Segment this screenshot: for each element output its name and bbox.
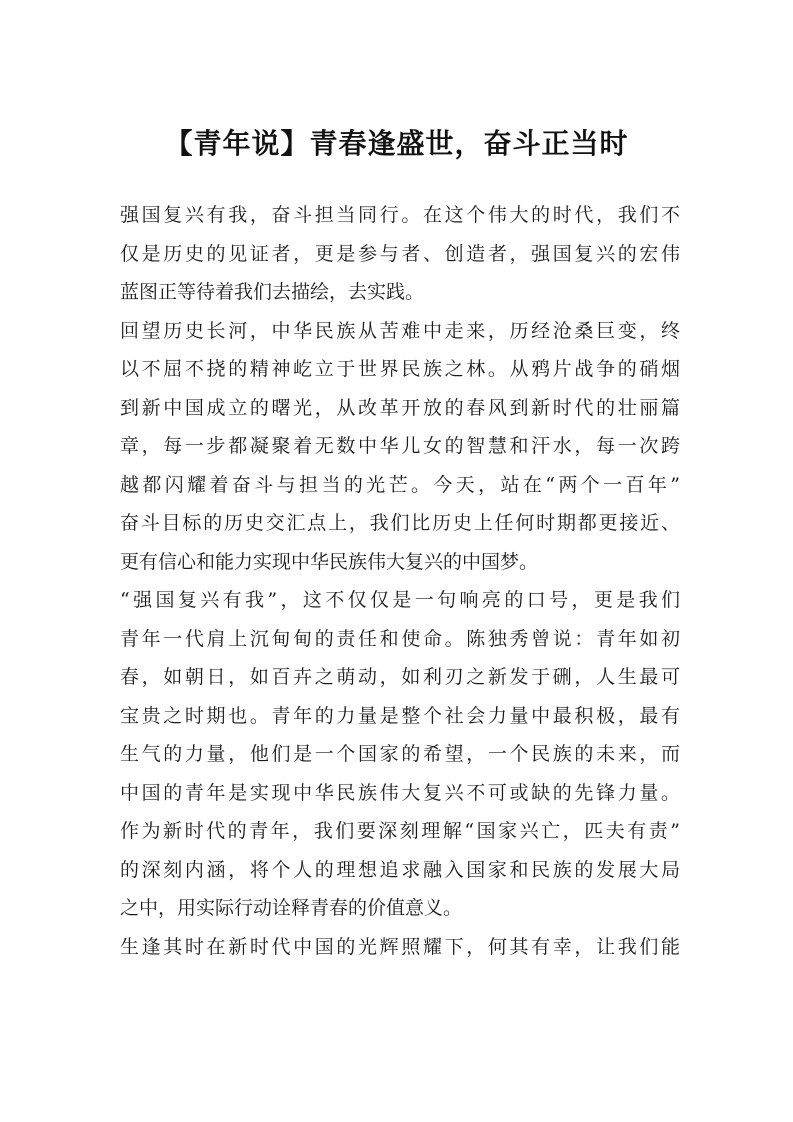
text-line: 以不屈不挠的精神屹立于世界民族之林。从鸦片战争的硝烟 [120, 358, 680, 380]
text-line: 强国复兴有我，奋斗担当同行。在这个伟大的时代，我们不 [120, 204, 680, 226]
text-line: 中国的青年是实现中华民族伟大复兴不可或缺的先锋力量。 [120, 781, 680, 804]
text-line: 青年一代肩上沉甸甸的责任和使命。陈独秀曾说：青年如初 [120, 627, 680, 650]
text-line: 更有信心和能力实现中华民族伟大复兴的中国梦。 [120, 550, 539, 573]
text-line: 仅是历史的见证者，更是参与者、创造者，强国复兴的宏伟 [120, 242, 680, 265]
document-body [120, 196, 680, 966]
text-line: 生逢其时在新时代中国的光辉照耀下，何其有幸，让我们能 [120, 935, 680, 958]
text-line: 越都闪耀着奋斗与担当的光芒。今天，站在“两个一百年” [120, 473, 680, 496]
text-line: 之中，用实际行动诠释青春的价值意义。 [120, 897, 463, 919]
text-line: 宝贵之时期也。青年的力量是整个社会力量中最积极，最有 [120, 704, 680, 727]
text-line: “强国复兴有我”，这不仅仅是一句响亮的口号，更是我们 [120, 589, 680, 611]
text-line: 蓝图正等待着我们去描绘，去实践。 [120, 281, 425, 303]
text-line: 春，如朝日，如百卉之萌动，如利刃之新发于硎，人生最可 [120, 666, 680, 688]
text-line: 的深刻内涵，将个人的理想追求融入国家和民族的发展大局 [120, 858, 680, 881]
text-line: 回望历史长河，中华民族从苦难中走来，历经沧桑巨变，终 [120, 319, 680, 342]
text-line: 作为新时代的青年，我们要深刻理解“国家兴亡，匹夫有责” [120, 820, 680, 842]
text-line: 生气的力量，他们是一个国家的希望，一个民族的未来，而 [120, 743, 680, 765]
text-line: 奋斗目标的历史交汇点上，我们比历史上任何时期都更接近、 [120, 512, 680, 534]
text-line: 到新中国成立的曙光，从改革开放的春风到新时代的壮丽篇 [120, 396, 680, 419]
document-title: 【青年说】青春逢盛世，奋斗正当时 [164, 127, 629, 160]
text-line: 章，每一步都凝聚着无数中华儿女的智慧和汗水，每一次跨 [120, 435, 680, 457]
